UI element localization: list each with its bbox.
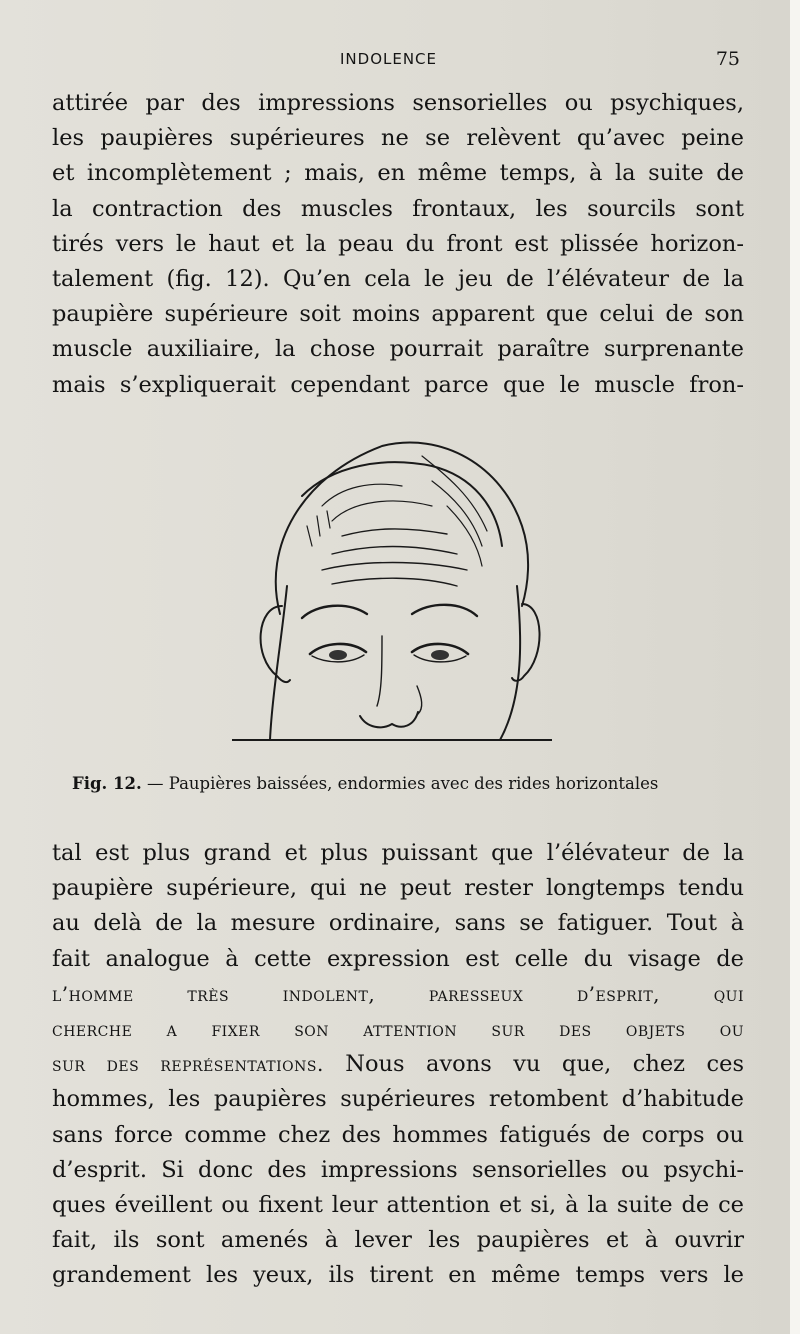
text-line: sans force comme chez des hommes fatigués de corps ou: [52, 1121, 744, 1148]
ear-left: [261, 606, 290, 682]
eyebrow-left: [302, 606, 367, 618]
text-line: tirés vers le haut et la peau du front est plissée horizon-: [52, 230, 744, 257]
face-right-side: [500, 586, 520, 740]
forehead-wrinkle: [322, 563, 467, 571]
text-line-smallcaps: cherche a fixer son attention sur des objets ou: [52, 1017, 744, 1042]
text-line: paupière supérieure soit moins apparent que celui de son: [52, 301, 744, 328]
text-line: les paupières supérieures ne se relèvent qu’avec peine: [52, 125, 744, 152]
eye-left: [329, 650, 347, 660]
text-line: talement (fig. 12). Qu’en cela le jeu de l’élévateur de la: [52, 266, 744, 293]
text-line: hommes, les paupières supérieures retombent d’habitude: [52, 1086, 744, 1113]
nostrils: [360, 712, 418, 727]
text-line: grandement les yeux, ils tirent en même temps vers le: [52, 1262, 744, 1289]
text-line: d’esprit. Si donc des impressions sensorielles ou psychi-: [52, 1156, 744, 1183]
text-line: tal est plus grand et plus puissant que l’élévateur de la: [52, 840, 744, 866]
face-illustration: [232, 436, 552, 746]
text-line: la contraction des muscles frontaux, les sourcils sont: [52, 195, 744, 222]
paragraph-bottom: [52, 836, 744, 1294]
text-line: fait, ils sont amenés à lever les paupières et à ouvrir: [52, 1227, 744, 1254]
forehead-wrinkle: [342, 529, 447, 536]
nose-ridge: [377, 636, 382, 706]
text-line: muscle auxiliaire, la chose pourrait paraître surprenante: [52, 336, 744, 363]
hair-outline: [276, 443, 528, 614]
eye-right: [431, 650, 449, 660]
page-header: [0, 48, 790, 74]
page-number: 75: [715, 48, 740, 70]
eyebrow-right: [412, 605, 477, 616]
caption-text: — Paupières baissées, endormies avec des rides horizontales: [141, 774, 659, 793]
paragraph-top: [52, 86, 744, 403]
page-edge: [790, 0, 800, 1334]
text-line: paupière supérieure, qui ne peut rester longtemps tendu: [52, 875, 744, 902]
forehead-wrinkle: [332, 547, 457, 555]
figure-caption: [72, 774, 732, 793]
text-phrase: Nous avons vu que, chez ces: [323, 1051, 744, 1078]
text-line: attirée par des impressions sensorielles ou psychiques,: [52, 90, 744, 116]
smallcaps-phrase: sur des représentations.: [52, 1052, 324, 1077]
text-line-smallcaps: l’homme très indolent, paresseux d’esprit, qui: [52, 981, 744, 1006]
text-line: mais s’expliquerait cependant parce que le muscle fron-: [52, 371, 744, 398]
text-line: et incomplètement ; mais, en même temps, à la suite de: [52, 160, 744, 187]
forehead-wrinkle: [332, 578, 457, 586]
caption-label: Fig. 12.: [72, 774, 142, 793]
text-line-mixed: [52, 1047, 744, 1082]
text-line: ques éveillent ou fixent leur attention et si, à la suite de ce: [52, 1192, 744, 1219]
text-line: au delà de la mesure ordinaire, sans se fatiguer. Tout à: [52, 910, 744, 937]
running-title: INDOLENCE: [340, 50, 438, 68]
ear-right: [512, 604, 540, 681]
text-line: fait analogue à cette expression est celle du visage de: [52, 945, 744, 972]
